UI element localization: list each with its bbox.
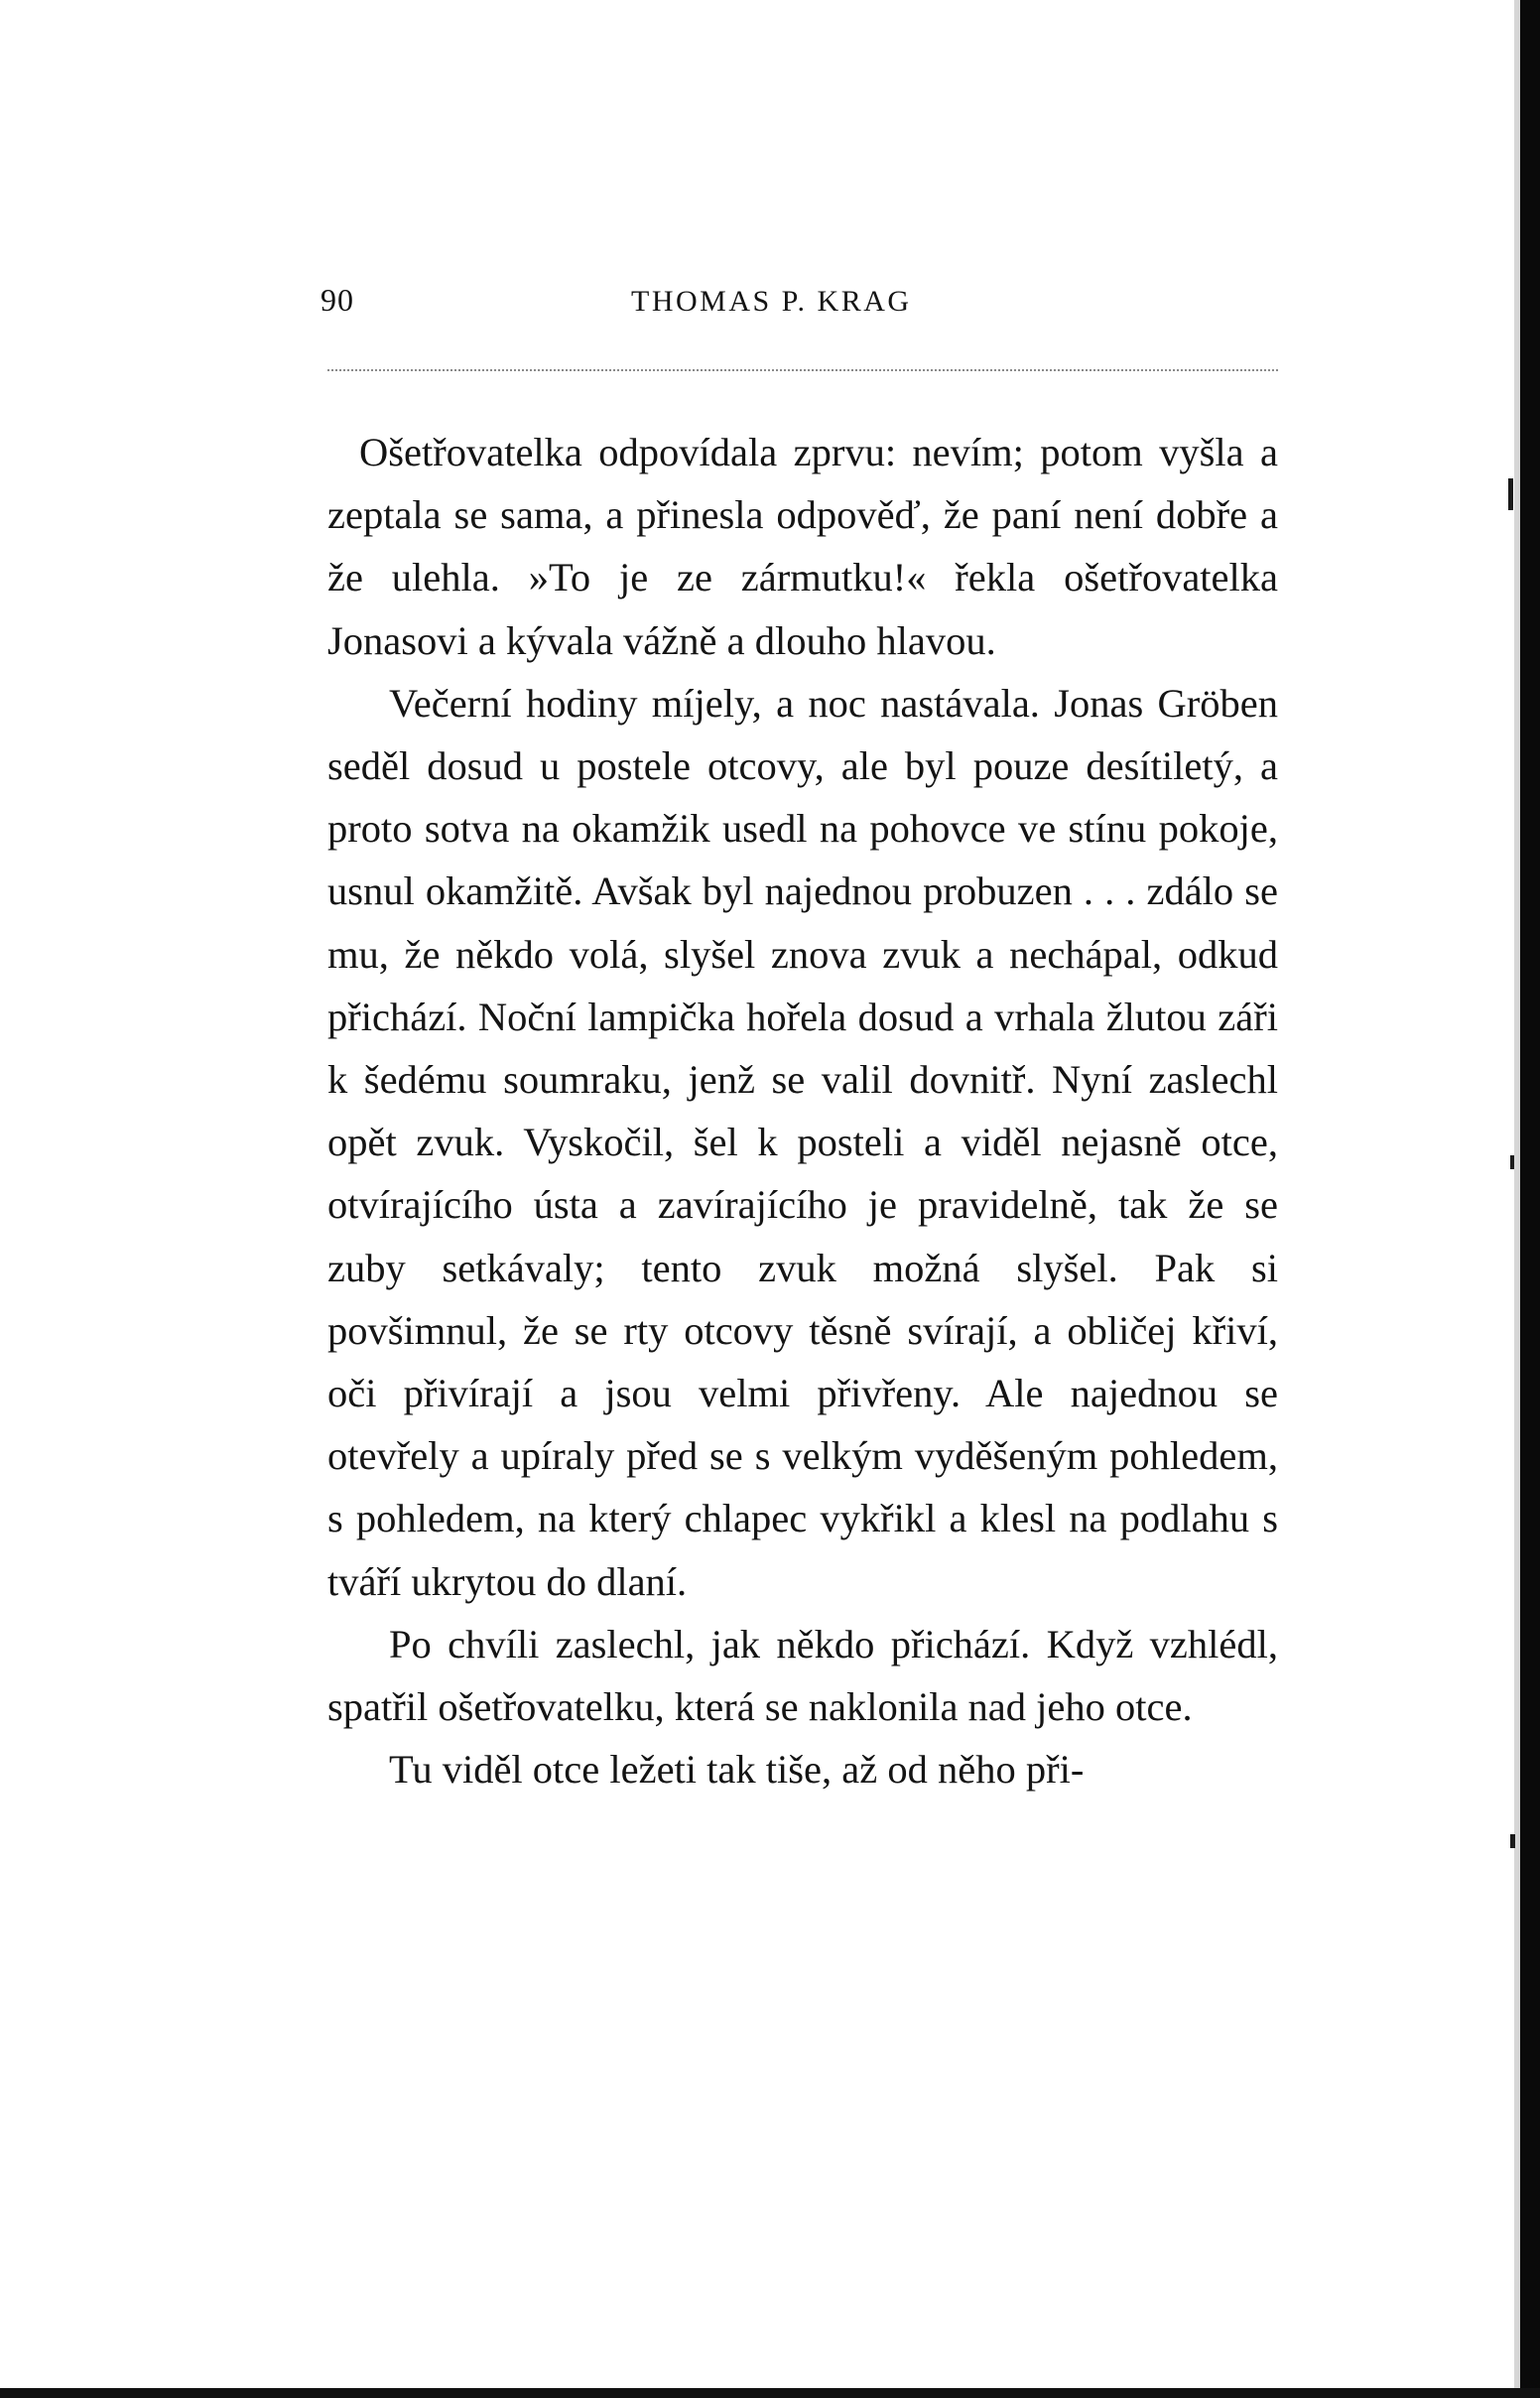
header-divider	[327, 369, 1278, 371]
running-title: THOMAS P. KRAG	[631, 285, 912, 318]
paragraph: Po chvíli zaslechl, jak někdo přichází. Když vzhlédl, spatřil ošetřovatelku, která se naklonila nad jeho otce.	[327, 1621, 1278, 1730]
margin-mark	[1510, 1155, 1514, 1169]
paragraph: Večerní hodiny míjely, a noc nastávala. Jonas Gröben seděl dosud u postele otcovy, ale byl pouze desítiletý, a proto sotva na okamžik usedl na pohovce ve stínu pokoje, usnul okamžitě. Avšak byl najednou probuzen . . . zdálo se mu, že někdo volá, slyšel znova zvuk a nechápal, odkud přichází. Noční lampička hořela dosud a vrhala žlutou záři k šedému soumraku, jenž se valil dovnitř. Nyní zaslechl opět zvuk. Vyskočil, šel k posteli a viděl nejasně otce, otvírajícího ústa a zavírajícího je pravidelně, tak že se zuby setkávaly; tento zvuk možná slyšel. Pak si povšimnul, že se rty otcovy těsně svírají, a obličej křiví, oči přivírají a jsou velmi přivřeny. Ale najednou se otevřely a upíraly před se s velkým vyděšeným pohledem, s pohledem, na který chlapec vykřikl a klesl na podlahu s tváří ukrytou do dlaní.	[327, 680, 1278, 1604]
margin-mark	[1510, 1834, 1515, 1848]
page-edge-dark	[1520, 0, 1540, 2398]
paragraph: Tu viděl otce ležeti tak tiše, až od něho při-	[389, 1747, 1085, 1793]
page-number: 90	[321, 282, 354, 318]
paragraph: Ošetřovatelka odpovídala zprvu: nevím; potom vyšla a zeptala se sama, a přinesla odpověď, že paní není dobře a že ulehla. »To je ze zármutku!« řekla ošetřovatelka Jonasovi a kývala vážně a dlouho hlavou.	[327, 430, 1278, 663]
page-header	[321, 282, 1279, 332]
body-text	[327, 421, 1278, 1800]
page-edge-bottom	[0, 2388, 1540, 2398]
margin-mark	[1508, 478, 1513, 510]
